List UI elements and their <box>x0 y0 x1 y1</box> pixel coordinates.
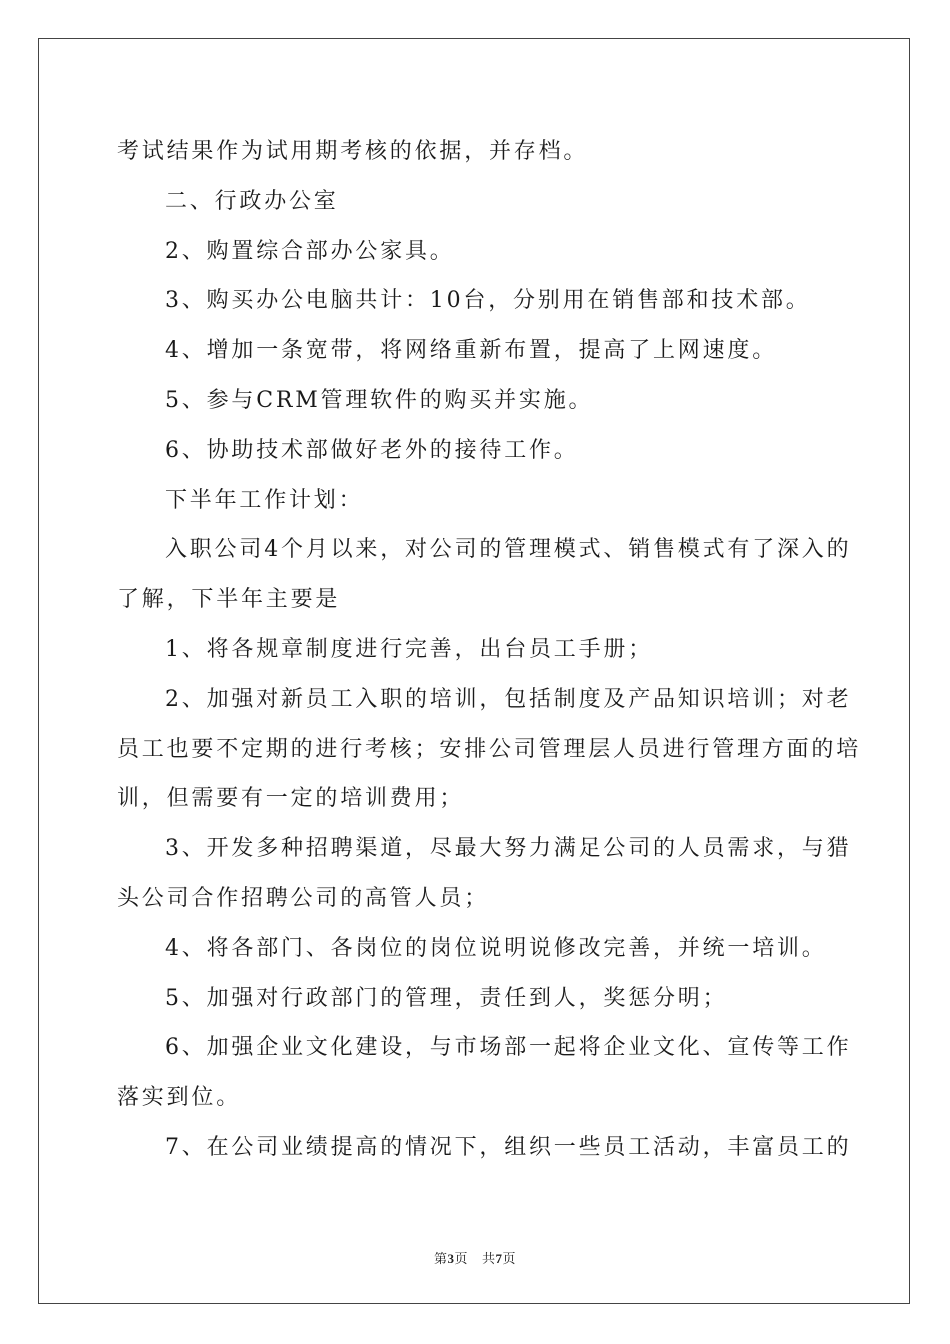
total-label-prefix: 共 <box>481 1252 496 1267</box>
text-line: 4、增加一条宽带，将网络重新布置，提高了上网速度。 <box>165 338 777 364</box>
text-line: 入职公司4个月以来，对公司的管理模式、销售模式有了深入的 <box>165 537 852 563</box>
text-line: 1、将各规章制度进行完善，出台员工手册； <box>165 636 653 662</box>
text-line: 2、购置综合部办公家具。 <box>165 238 455 264</box>
total-pages: 7 <box>495 1251 503 1266</box>
list-item <box>117 675 862 824</box>
text-line: 4、将各部门、各岗位的岗位说明说修改完善，并统一培训。 <box>165 935 827 961</box>
page-number: 3 <box>447 1251 455 1266</box>
text-line: 落实到位。 <box>117 1085 242 1111</box>
text-line: 考试结果作为试用期考核的依据，并存档。 <box>117 139 589 164</box>
list-item <box>117 924 833 974</box>
total-label-suffix: 页 <box>502 1252 516 1267</box>
paragraph <box>117 127 833 177</box>
text-line: 5、加强对行政部门的管理，责任到人，奖惩分明； <box>165 985 728 1011</box>
text-line: 训，但需要有一定的培训费用； <box>117 786 465 812</box>
list-item <box>117 625 833 675</box>
list-item <box>117 227 833 277</box>
text-line: 员工也要不定期的进行考核；安排公司管理层人员进行管理方面的培 <box>117 736 862 762</box>
text-line: 5、参与CRM管理软件的购买并实施。 <box>165 387 594 413</box>
list-item <box>117 426 833 476</box>
text-line: 二、行政办公室 <box>165 188 339 214</box>
list-item <box>117 376 833 426</box>
page-label-suffix: 页 <box>454 1252 469 1267</box>
page-footer <box>0 1248 950 1267</box>
paragraph <box>117 525 852 625</box>
list-item <box>117 326 833 376</box>
text-line: 3、开发多种招聘渠道，尽最大努力满足公司的人员需求，与猎 <box>165 836 852 862</box>
text-line: 下半年工作计划： <box>165 487 364 513</box>
list-item <box>117 824 852 924</box>
list-item <box>117 1123 852 1173</box>
text-line: 7、在公司业绩提高的情况下，组织一些员工活动，丰富员工的 <box>165 1134 852 1160</box>
section-heading <box>117 476 833 526</box>
list-item <box>117 974 833 1024</box>
list-item <box>117 276 833 326</box>
text-line: 2、加强对新员工入职的培训，包括制度及产品知识培训；对老 <box>165 686 852 712</box>
section-heading <box>117 177 833 227</box>
document-body <box>117 127 862 1173</box>
text-line: 6、协助技术部做好老外的接待工作。 <box>165 437 579 463</box>
text-line: 了解，下半年主要是 <box>117 587 341 613</box>
text-line: 3、购买办公电脑共计：10台，分别用在销售部和技术部。 <box>165 288 811 314</box>
text-line: 头公司合作招聘公司的高管人员； <box>117 885 490 911</box>
text-line: 6、加强企业文化建设，与市场部一起将企业文化、宣传等工作 <box>165 1035 852 1061</box>
list-item <box>117 1023 852 1123</box>
page-label-prefix: 第 <box>434 1252 448 1267</box>
